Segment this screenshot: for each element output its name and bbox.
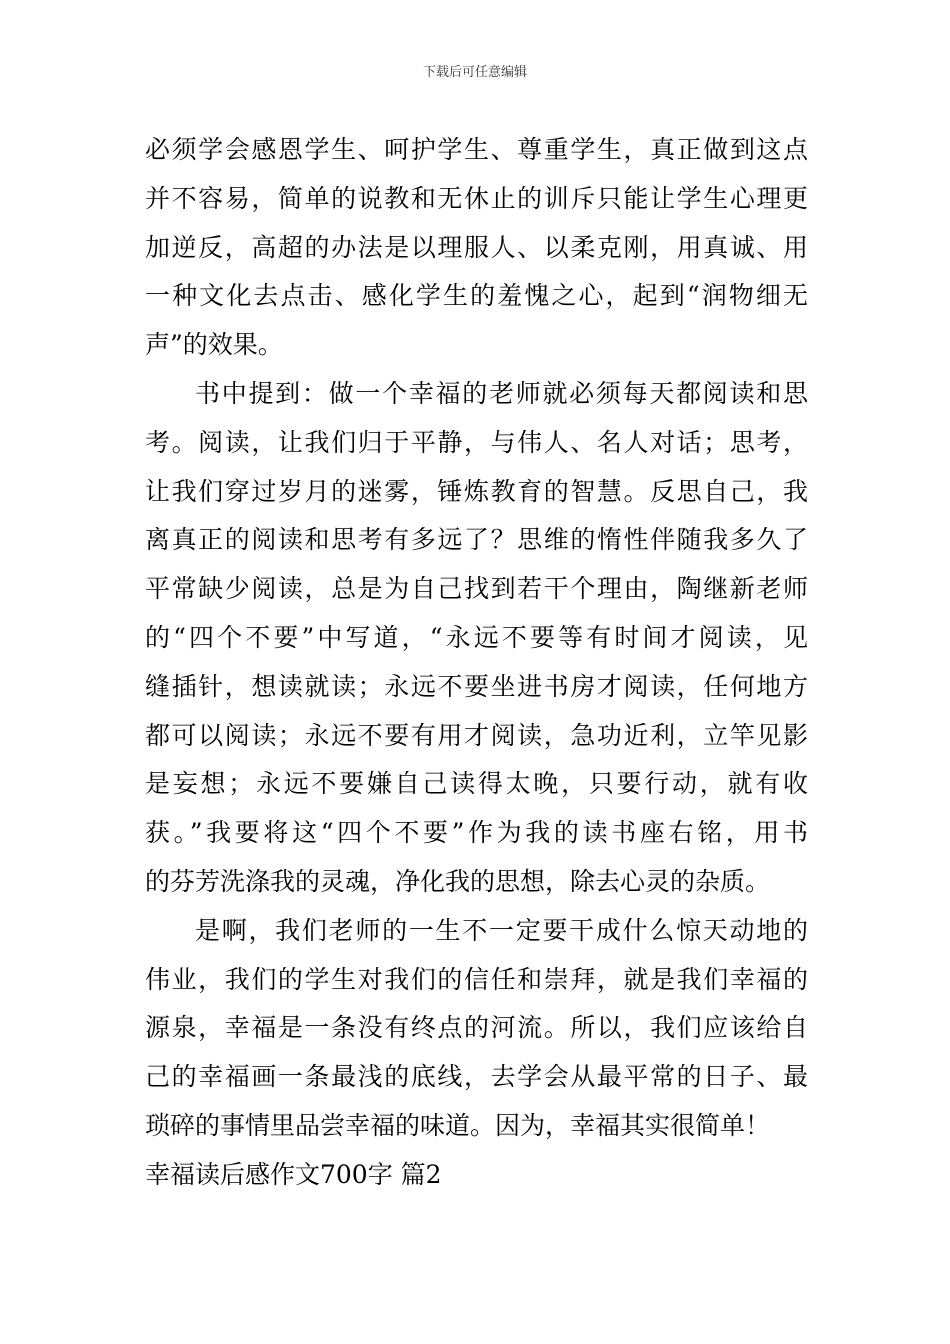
paragraph: [145, 370, 808, 907]
text-line: 的芬芳洗涤我的灵魂，净化我的思想，除去心灵的杂质。: [145, 866, 771, 896]
text-line: 都可以阅读；永远不要有用才阅读，急功近利，立竿见影: [145, 720, 808, 750]
text-line: 伟业，我们的学生对我们的信任和崇拜，就是我们幸福的: [145, 964, 808, 994]
text-line: 声”的效果。: [145, 330, 283, 360]
text-line: 一种文化去点击、感化学生的羞愧之心，起到“润物细无: [145, 281, 808, 311]
text-line: 获。”我要将这“四个不要”作为我的读书座右铭，用书: [145, 818, 808, 848]
document-body: [145, 126, 808, 1200]
text-line: 己的幸福画一条最浅的底线，去学会从最平常的日子、最: [145, 1062, 808, 1092]
text-line: 缝插针，想读就读；永远不要坐进书房才阅读，任何地方: [145, 671, 808, 701]
text-line: 是啊，我们老师的一生不一定要干成什么惊天动地的: [195, 915, 808, 945]
text-line: 考。阅读，让我们归于平静，与伟人、名人对话；思考，: [145, 427, 808, 457]
text-line: 并不容易，简单的说教和无休止的训斥只能让学生心理更: [145, 183, 808, 213]
paragraph: [145, 907, 808, 1151]
text-line: 书中提到：做一个幸福的老师就必须每天都阅读和思: [195, 378, 808, 408]
text-line: 让我们穿过岁月的迷雾，锤炼教育的智慧。反思自己，我: [145, 476, 808, 506]
page-header: 下载后可任意编辑: [422, 65, 527, 80]
text-line: 是妄想；永远不要嫌自己读得太晚，只要行动，就有收: [145, 769, 808, 799]
text-line: 离真正的阅读和思考有多远了？思维的惰性伴随我多久了: [145, 525, 808, 555]
paragraph: [145, 126, 808, 370]
text-line: 的“四个不要”中写道，“永远不要等有时间才阅读，见: [145, 622, 808, 652]
section-heading: 幸福读后感作文700字 篇2: [145, 1159, 442, 1189]
text-line: 琐碎的事情里品尝幸福的味道。因为，幸福其实很简单！: [145, 1110, 771, 1140]
text-line: 源泉，幸福是一条没有终点的河流。所以，我们应该给自: [145, 1013, 808, 1043]
text-line: 必须学会感恩学生、呵护学生、尊重学生，真正做到这点: [145, 135, 808, 164]
text-line: 加逆反，高超的办法是以理服人、以柔克刚，用真诚、用: [145, 232, 808, 262]
text-line: 平常缺少阅读，总是为自己找到若干个理由，陶继新老师: [145, 574, 808, 604]
